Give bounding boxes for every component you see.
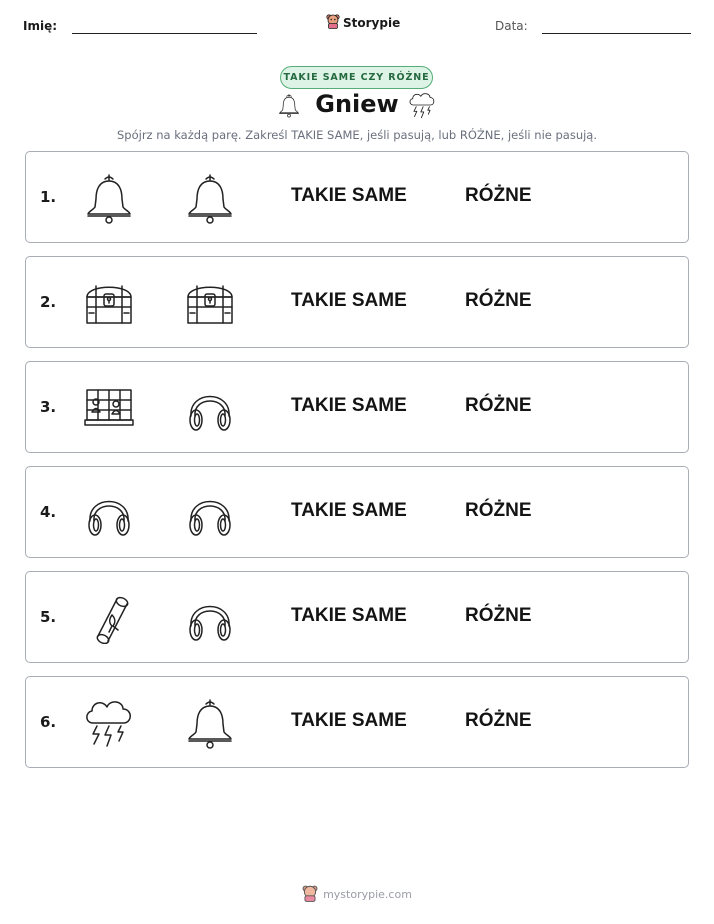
bear-mascot-icon xyxy=(302,884,318,905)
brand-logo xyxy=(326,13,400,33)
option-different[interactable]: RÓŻNE xyxy=(465,290,532,311)
treasure-chest-icon xyxy=(82,277,136,329)
row-number: 3. xyxy=(40,398,57,416)
option-same[interactable]: TAKIE SAME xyxy=(291,500,407,521)
board-game-icon xyxy=(82,382,136,434)
storm-cloud-icon xyxy=(82,697,136,749)
worksheet-type-badge: TAKIE SAME CZY RÓŻNE xyxy=(280,66,433,89)
option-different[interactable]: RÓŻNE xyxy=(465,395,532,416)
treasure-chest-icon xyxy=(183,277,237,329)
bear-mascot-icon xyxy=(326,13,340,33)
row-number: 2. xyxy=(40,293,57,311)
storm-cloud-icon xyxy=(406,90,438,124)
date-line[interactable] xyxy=(542,33,691,34)
option-same[interactable]: TAKIE SAME xyxy=(291,710,407,731)
row-number: 6. xyxy=(40,713,57,731)
headphones-icon xyxy=(183,487,237,539)
bell-icon xyxy=(183,172,237,224)
option-same[interactable]: TAKIE SAME xyxy=(291,605,407,626)
date-label: Data: xyxy=(495,19,528,33)
headphones-icon xyxy=(183,382,237,434)
option-same[interactable]: TAKIE SAME xyxy=(291,395,407,416)
option-different[interactable]: RÓŻNE xyxy=(465,185,532,206)
option-same[interactable]: TAKIE SAME xyxy=(291,185,407,206)
row-number: 1. xyxy=(40,188,57,206)
pair-row xyxy=(25,571,689,663)
brand-name: Storypie xyxy=(343,16,401,30)
scroll-icon xyxy=(82,592,136,644)
name-label: Imię: xyxy=(23,19,58,33)
option-different[interactable]: RÓŻNE xyxy=(465,605,532,626)
name-line[interactable] xyxy=(72,33,257,34)
option-same[interactable]: TAKIE SAME xyxy=(291,290,407,311)
pair-row xyxy=(25,256,689,348)
option-different[interactable]: RÓŻNE xyxy=(465,500,532,521)
instructions: Spójrz na każdą parę. Zakreśl TAKIE SAME, jeśli pasują, lub RÓŻNE, jeśli nie pasują. xyxy=(116,128,598,142)
footer xyxy=(0,884,714,905)
footer-site: mystorypie.com xyxy=(323,888,412,901)
row-number: 4. xyxy=(40,503,57,521)
pair-row xyxy=(25,361,689,453)
bell-icon xyxy=(183,697,237,749)
headphones-icon xyxy=(183,592,237,644)
bell-icon xyxy=(82,172,136,224)
row-number: 5. xyxy=(40,608,57,626)
page-title: Gniew xyxy=(315,90,399,118)
option-different[interactable]: RÓŻNE xyxy=(465,710,532,731)
pair-row xyxy=(25,151,689,243)
headphones-icon xyxy=(82,487,136,539)
pair-row xyxy=(25,466,689,558)
pair-row xyxy=(25,676,689,768)
